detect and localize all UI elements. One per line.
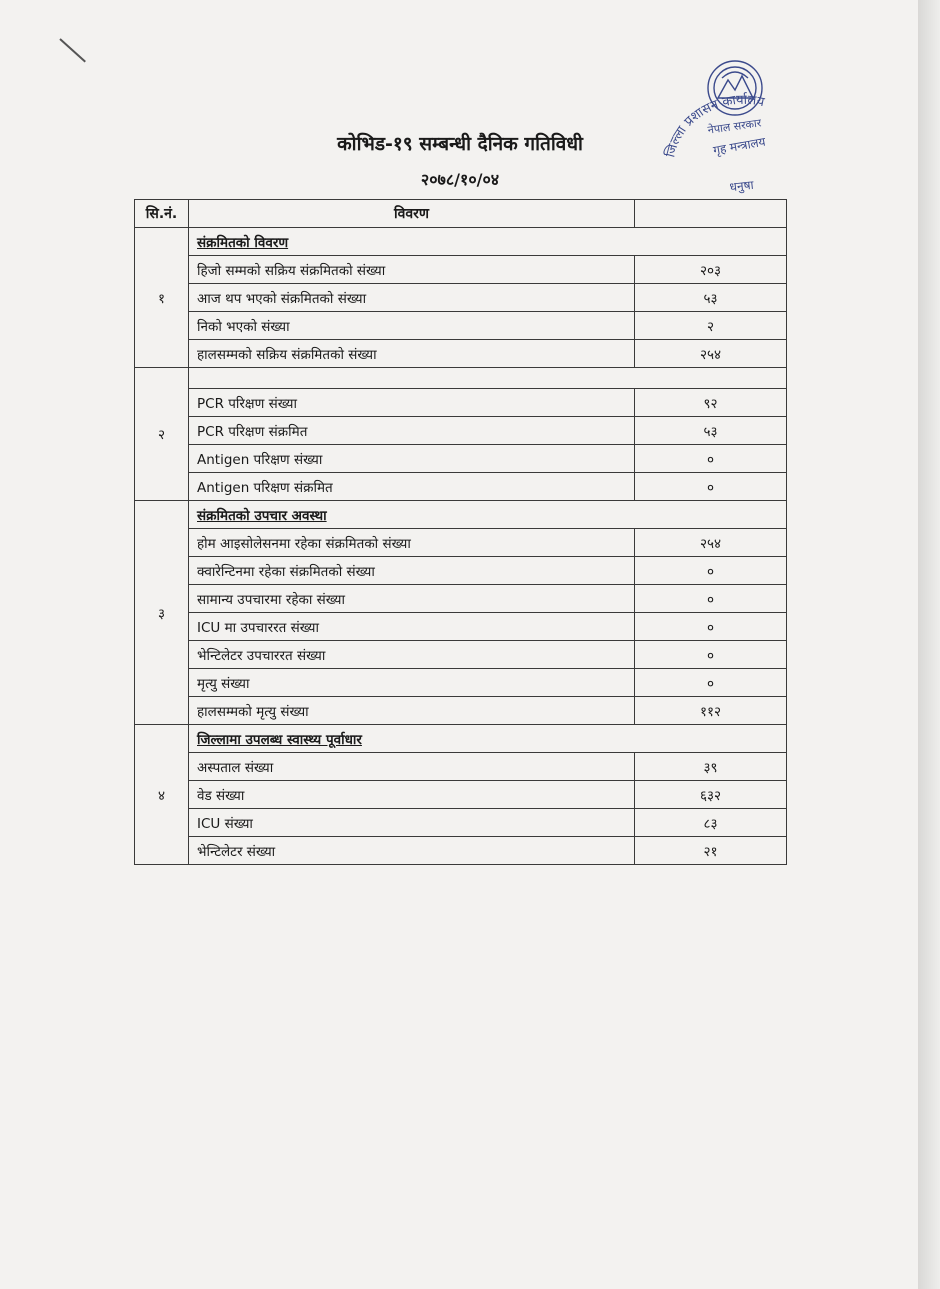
row-label: भेन्टिलेटर संख्या bbox=[189, 837, 635, 865]
section-number: ३ bbox=[135, 501, 189, 725]
row-label: सामान्य उपचारमा रहेका संख्या bbox=[189, 585, 635, 613]
row-label: PCR परिक्षण संख्या bbox=[189, 389, 635, 417]
seal-line4: धनुषा bbox=[728, 177, 755, 195]
table-row bbox=[135, 837, 787, 865]
row-label: ICU मा उपचाररत संख्या bbox=[189, 613, 635, 641]
row-value: ३९ bbox=[635, 753, 787, 781]
seal-line3: जिल्ला प्रशासन कार्यालय bbox=[663, 92, 766, 159]
row-value: २०३ bbox=[635, 256, 787, 284]
section-number: २ bbox=[135, 368, 189, 501]
row-label: Antigen परिक्षण संक्रमित bbox=[189, 473, 635, 501]
table-row bbox=[135, 417, 787, 445]
row-label: हिजो सम्मको सक्रिय संक्रमितको संख्या bbox=[189, 256, 635, 284]
section-heading-row bbox=[135, 501, 787, 529]
table-row bbox=[135, 557, 787, 585]
table-row bbox=[135, 389, 787, 417]
table-row bbox=[135, 697, 787, 725]
row-label: ICU संख्या bbox=[189, 809, 635, 837]
row-value: ६३२ bbox=[635, 781, 787, 809]
table-row bbox=[135, 256, 787, 284]
seal-line2: गृह मन्त्रालय bbox=[712, 134, 767, 158]
header-sn: सि.नं. bbox=[135, 200, 189, 228]
section-heading-row bbox=[135, 228, 787, 256]
office-seal bbox=[660, 50, 820, 200]
row-value: २ bbox=[635, 312, 787, 340]
row-value: ० bbox=[635, 669, 787, 697]
row-label: हालसम्मको मृत्यु संख्या bbox=[189, 697, 635, 725]
row-label: हालसम्मको सक्रिय संक्रमितको संख्या bbox=[189, 340, 635, 368]
row-value: ११२ bbox=[635, 697, 787, 725]
section-heading: संक्रमितको विवरण bbox=[189, 228, 787, 256]
row-label: निको भएको संख्या bbox=[189, 312, 635, 340]
section-heading-row bbox=[135, 725, 787, 753]
row-value: ० bbox=[635, 445, 787, 473]
table-row bbox=[135, 529, 787, 557]
header-description: विवरण bbox=[189, 200, 635, 228]
row-value: २५४ bbox=[635, 340, 787, 368]
table-row bbox=[135, 585, 787, 613]
table-row bbox=[135, 445, 787, 473]
row-label: क्वारेन्टिनमा रहेका संक्रमितको संख्या bbox=[189, 557, 635, 585]
section-heading-row bbox=[135, 368, 787, 389]
table-header-row bbox=[135, 200, 787, 228]
row-value: २१ bbox=[635, 837, 787, 865]
row-value: ० bbox=[635, 613, 787, 641]
table-row bbox=[135, 753, 787, 781]
row-label: आज थप भएको संक्रमितको संख्या bbox=[189, 284, 635, 312]
row-value: ० bbox=[635, 557, 787, 585]
row-label: Antigen परिक्षण संख्या bbox=[189, 445, 635, 473]
row-value: ० bbox=[635, 585, 787, 613]
row-label: अस्पताल संख्या bbox=[189, 753, 635, 781]
table-row bbox=[135, 669, 787, 697]
table-row bbox=[135, 641, 787, 669]
table-row bbox=[135, 340, 787, 368]
row-value: ० bbox=[635, 641, 787, 669]
section-number: १ bbox=[135, 228, 189, 368]
table-row bbox=[135, 809, 787, 837]
row-value: ८३ bbox=[635, 809, 787, 837]
table-row bbox=[135, 284, 787, 312]
page-edge bbox=[918, 0, 940, 1289]
row-value: ० bbox=[635, 473, 787, 501]
scan-mark bbox=[59, 38, 86, 62]
row-label: मृत्यु संख्या bbox=[189, 669, 635, 697]
table-row bbox=[135, 613, 787, 641]
seal-line1: नेपाल सरकार bbox=[706, 116, 763, 137]
section-heading: जिल्लामा उपलब्ध स्वास्थ्य पूर्वाधार bbox=[189, 725, 787, 753]
table-row bbox=[135, 312, 787, 340]
report-date: २०७८/१०/०४ bbox=[420, 170, 500, 189]
section-heading: संक्रमितको उपचार अवस्था bbox=[189, 501, 787, 529]
row-label: होम आइसोलेसनमा रहेका संक्रमितको संख्या bbox=[189, 529, 635, 557]
row-value: ५३ bbox=[635, 417, 787, 445]
row-label: वेड संख्या bbox=[189, 781, 635, 809]
row-label: PCR परिक्षण संक्रमित bbox=[189, 417, 635, 445]
table-row bbox=[135, 781, 787, 809]
section-heading bbox=[189, 368, 787, 389]
header-value bbox=[635, 200, 787, 228]
row-value: २५४ bbox=[635, 529, 787, 557]
section-number: ४ bbox=[135, 725, 189, 865]
row-label: भेन्टिलेटर उपचाररत संख्या bbox=[189, 641, 635, 669]
row-value: ५३ bbox=[635, 284, 787, 312]
row-value: ९२ bbox=[635, 389, 787, 417]
table-row bbox=[135, 473, 787, 501]
covid-activity-table bbox=[134, 199, 787, 865]
page-title: कोभिड-१९ सम्बन्धी दैनिक गतिविधी bbox=[337, 133, 583, 155]
